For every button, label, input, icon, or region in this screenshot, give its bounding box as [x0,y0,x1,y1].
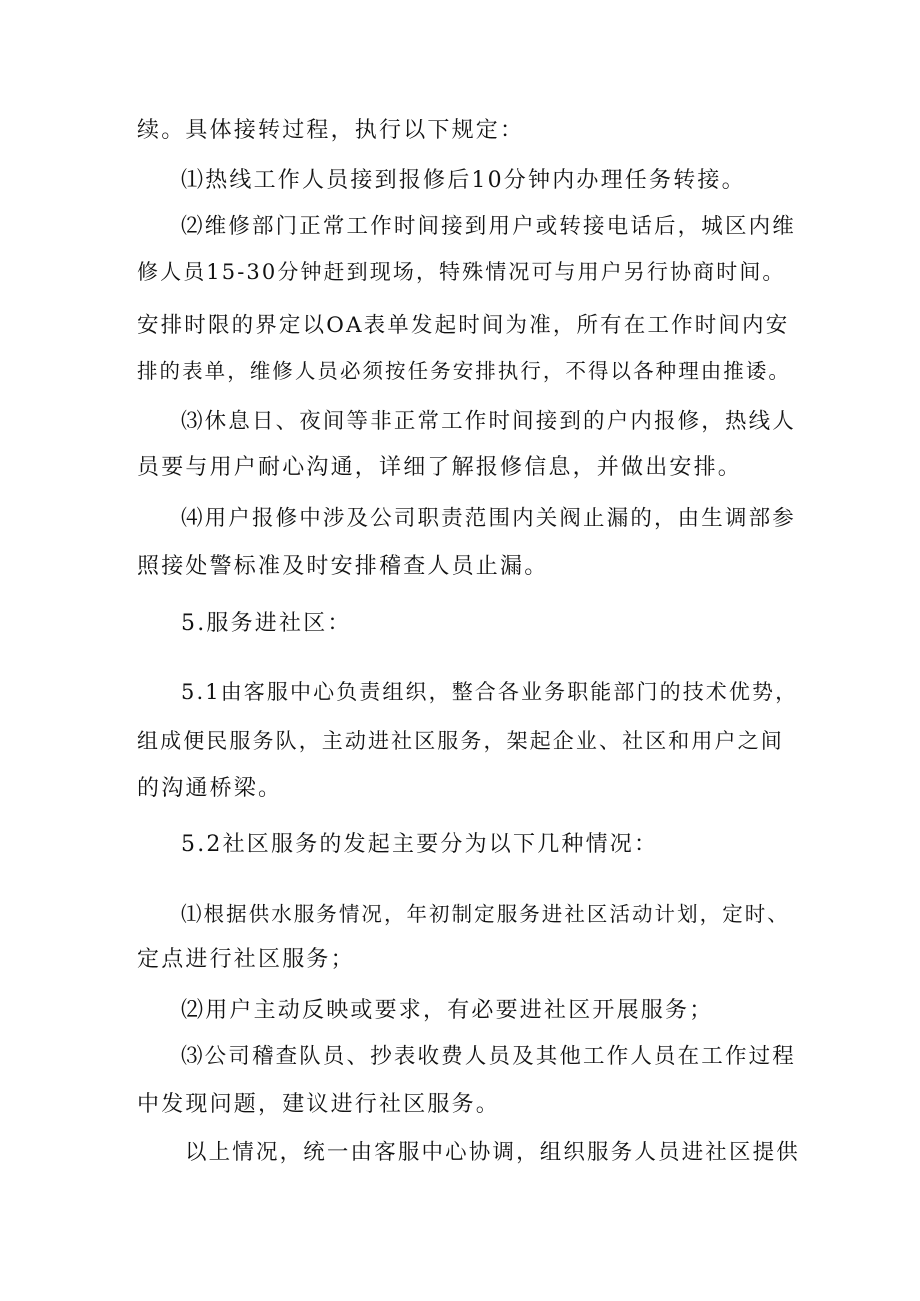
text-line: 5.1由客服中心负责组织，整合各业务职能部门的技术优势， [181,680,799,704]
text-line: ⑷用户报修中涉及公司职责范围内关阀止漏的，由生调部参 [181,506,796,531]
text-line: 定点进行社区服务； [137,947,355,972]
text-line: 的沟通桥梁。 [137,776,283,801]
text-line: 排的表单，维修人员必须按任务安排执行，不得以各种理由推诿。 [137,359,791,383]
text-line: ⑴根据供水服务情况，年初制定服务进社区活动计划，定时、 [181,902,790,926]
text-line: ⑵维修部门正常工作时间接到用户或转接电话后，城区内维 [181,214,796,239]
text-line: ⑶公司稽查队员、抄表收费人员及其他工作人员在工作过程 [181,1044,796,1069]
text-line: 续。具体接转过程，执行以下规定： [137,118,525,143]
text-line: 照接处警标准及时安排稽查人员止漏。 [137,554,549,579]
section-heading: 5.服务进社区： [181,611,352,636]
text-line: ⑵用户主动反映或要求，有必要进社区开展服务； [181,998,714,1023]
text-line: 中发现问题，建议进行社区服务。 [137,1092,501,1117]
text-line: 员要与用户耐心沟通，详细了解报修信息，并做出安排。 [137,455,743,480]
text-line: ⑶休息日、夜间等非正常工作时间接到的户内报修，热线人 [181,409,796,434]
text-line: 修人员15-30分钟赶到现场，特殊情况可与用户另行协商时间。 [137,260,786,284]
text-line: 安排时限的界定以OA表单发起时间为准，所有在工作时间内安 [137,313,790,338]
text-line: 组成便民服务队，主动进社区服务，架起企业、社区和用户之间 [137,729,784,753]
text-line: ⑴热线工作人员接到报修后10分钟内办理任务转接。 [181,168,746,193]
text-line: 5.2社区服务的发起主要分为以下几种情况： [181,832,659,857]
text-line: 以上情况，统一由客服中心协调，组织服务人员进社区提供 [185,1140,800,1165]
